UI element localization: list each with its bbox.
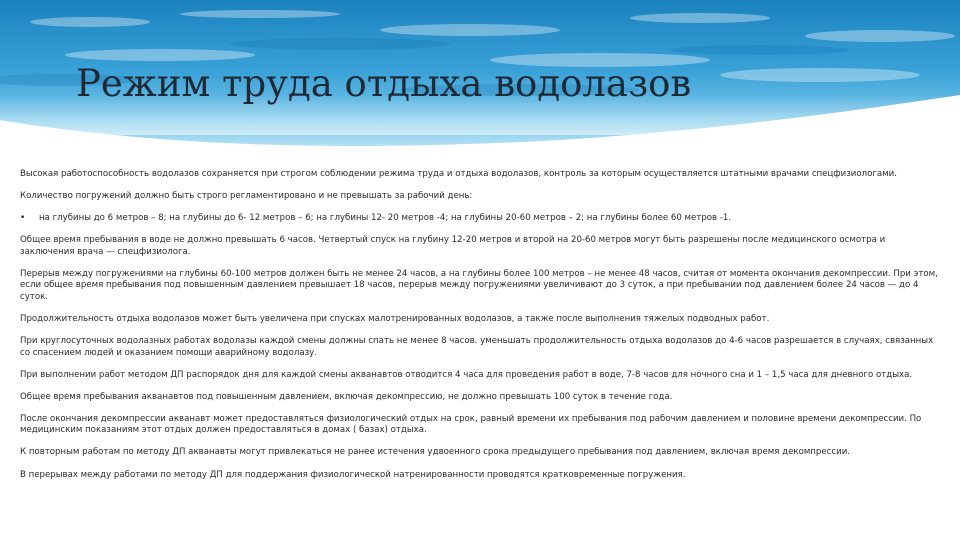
bullet-marker: •: [20, 213, 26, 224]
paragraph: Количество погружений должно быть строго регламентировано и не превышать за рабочий день:: [20, 191, 473, 202]
bullet-item: [20, 213, 940, 225]
slide-body: [20, 169, 940, 492]
paragraph: Высокая работоспособность водолазов сохраняется при строгом соблюдении режима труда и отдыха водолазов, контроль за которым осуществляется штатными врачами спецфизиологами.: [20, 169, 897, 179]
paragraph: В перерывах между работами по методу ДП для поддержания физиологической натренированности проводятся кратковременные погружения.: [20, 469, 686, 480]
bullet-text: на глубины до 6 метров – 8; на глубины до 6- 12 метров – 6; на глубины 12- 20 метров -4; на глубины 20-60 метров – 2; на глубины более 60 метров -1.: [39, 213, 732, 224]
paragraph: После окончания декомпрессии акванавт может предоставляться физиологический отдых на срок, равный времени их пребывания под рабочим давлением и половине времени декомпрессии. По медицинским показаниям этот отдых должен предоставляться в домах ( базах) отдыха.: [20, 413, 922, 436]
paragraph: Продолжительность отдыха водолазов может быть увеличена при спусках малотренированных водолазов, а также после выполнения тяжелых подводных работ.: [20, 313, 770, 324]
paragraph: При круглосуточных водолазных работах водолазы каждой смены должны спать не менее 8 часов. уменьшать продолжительность отдыха водолазов до 4-6 часов разрешается в случаях, связанных со спасением людей и оказанием помощи аварийному водолазу.: [20, 336, 934, 358]
paragraph: При выполнении работ методом ДП распорядок дня для каждой смены акванавтов отводится 4 часа для проведения работ в воде, 7-8 часов для ночного сна и 1 – 1,5 часа для дневного отдыха.: [20, 369, 913, 380]
paragraph: К повторным работам по методу ДП акванавты могут привлекаться не ранее истечения удвоенного срока предыдущего пребывания под давлением, включая время декомпрессии.: [20, 447, 851, 458]
paragraph: Перерыв между погружениями на глубины 60-100 метров должен быть не менее 24 часов, а на глубины более 100 метров – не менее 48 часов, считая от момента окончания декомпрессии. При этом, если общее время пребывания под повышенным давлением превышает 18 часов, перерыв между погружениями увеличивают до 3 суток, а при пребывании под давлением более 24 часов — до 4 суток.: [20, 268, 938, 302]
paragraph: Общее время пребывания акванавтов под повышенным давлением, включая декомпрессию, не должно превышать 100 суток в течение года.: [20, 391, 673, 402]
paragraph: Общее время пребывания в воде не должно превышать 6 часов. Четвертый спуск на глубину 12-20 метров и второй на 20-60 метров могут быть разрешены после медицинского осмотра и заключения врача — спецфизиолога.: [20, 235, 886, 257]
slide-title: Режим труда отдыха водолазов: [76, 62, 692, 105]
